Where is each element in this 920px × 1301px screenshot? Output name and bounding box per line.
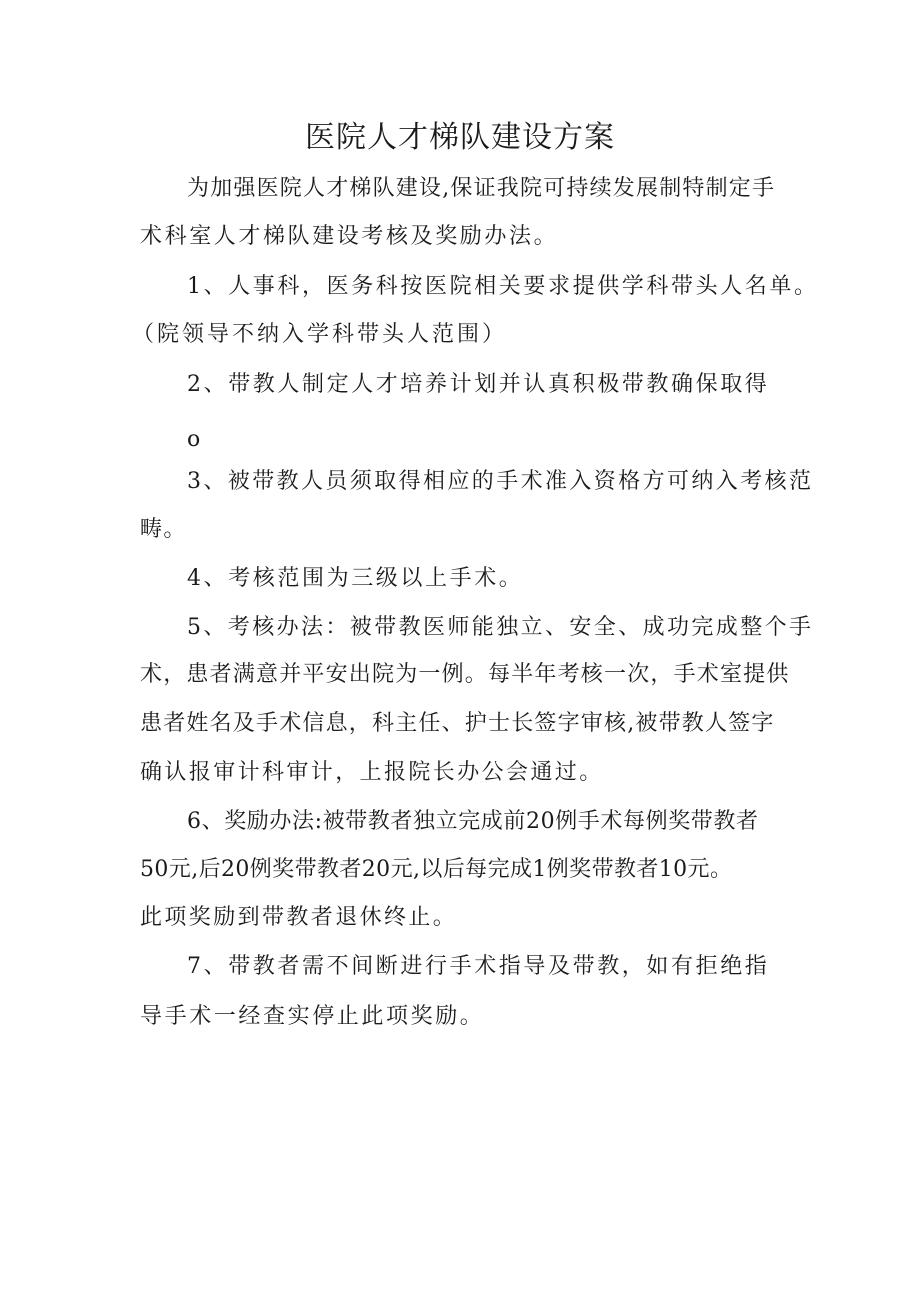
paragraph-intro-line-1: 为加强医院人才梯队建设,保证我院可持续发展制特制定手 — [187, 176, 776, 201]
item-1-line-2: （院领导不纳入学科带头人范围） — [132, 322, 508, 347]
item-1-line-1: 1、人事科，医务科按医院相关要求提供学科带头人名单。 — [187, 274, 819, 299]
document-title: 医院人才梯队建设方案 — [305, 120, 615, 155]
item-7-line-1: 7、带教者需不间断进行手术指导及带教，如有拒绝指 — [187, 954, 770, 979]
item-3-line-1: 3、被带教人员须取得相应的手术准入资格方可纳入考核范 — [187, 469, 814, 494]
item-7-line-2: 导手术一经查实停止此项奖励。 — [140, 1004, 485, 1029]
item-5-line-3: 患者姓名及手术信息，科主任、护士长签字审核,被带教人签字 — [140, 711, 775, 736]
item-5-line-2: 术，患者满意并平安出院为一例。每半年考核一次，手术室提供 — [140, 662, 790, 687]
item-2-line-2: o — [187, 427, 202, 452]
item-5-line-1: 5、考核办法：被带教医师能独立、安全、成功完成整个手 — [187, 615, 814, 640]
paragraph-intro-line-2: 术科室人才梯队建设考核及奖励办法。 — [140, 224, 559, 249]
item-6-line-2: 50元,后20例奖带教者20元,以后每完成1例奖带教者10元。 — [140, 857, 733, 882]
item-3-line-2: 畴。 — [140, 517, 187, 542]
item-6-line-3: 此项奖励到带教者退休终止。 — [140, 905, 458, 930]
item-2-line-1: 2、带教人制定人才培养计划并认真积极带教确保取得 — [187, 372, 770, 397]
item-6-line-1: 6、奖励办法:被带教者独立完成前20例手术每例奖带教者 — [187, 809, 759, 834]
item-4-line-1: 4、考核范围为三级以上手术。 — [187, 566, 524, 591]
item-5-line-4: 确认报审计科审计，上报院长办公会通过。 — [140, 760, 604, 785]
